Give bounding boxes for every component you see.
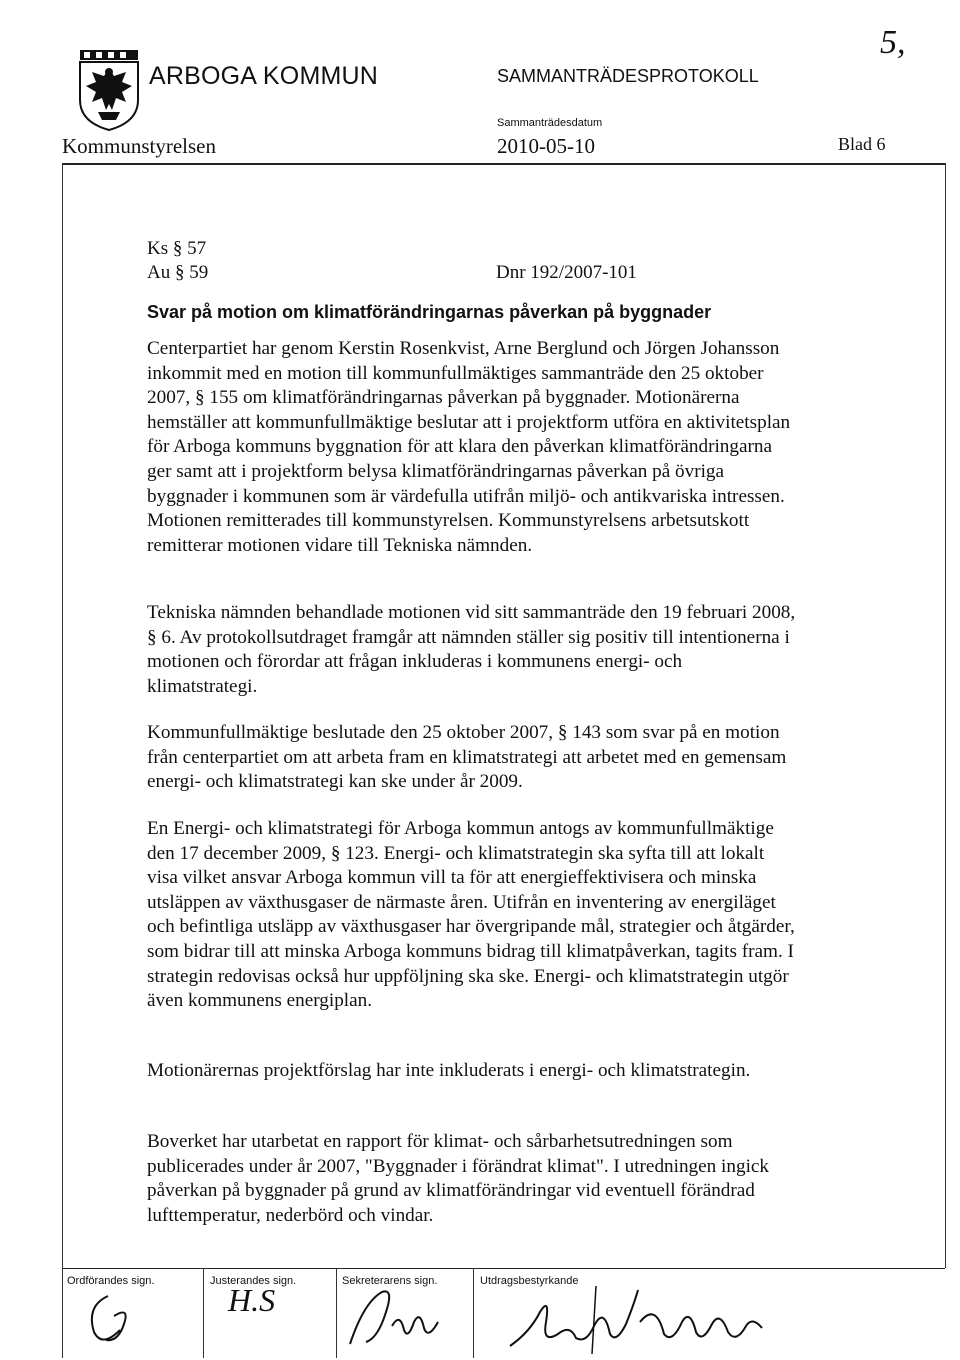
extract-signature xyxy=(500,1282,770,1360)
case-title: Svar på motion om klimatförändringarnas påverkan på byggnader xyxy=(147,302,712,322)
frame-right-rule xyxy=(945,163,946,1268)
frame-left-rule xyxy=(62,163,63,1268)
paragraph-text: En Energi- och klimatstrategi för Arboga kommun antogs av kommunfullmäktige den 17 december 2009, § 123. Energi- och klimatstrategin ska syfta till att lokalt visa vilket ansvar Arboga kommun vill ta för att energieffektivisera och minska utsläppen av växthusgaser de närmaste åren. Utifrån en inventering av energiläget och befintliga utsläpp av växthusgaser har övergripande mål, strategier och åtgärder, som bidrar till att minska Arboga kommuns bidrag till klimatpåverkan, tagits fram. I strategin redovisas också hur uppföljning ska ske. Energi- och klimatstrategin utgör även kommunens energiplan. xyxy=(147,818,795,1012)
paragraph-text: Motionärernas projektförslag har inte inkluderats i energi- och klimatstrategin. xyxy=(147,1060,751,1081)
paragraph-motion xyxy=(147,337,797,558)
signature-divider xyxy=(473,1268,474,1358)
meeting-date: 2010-05-10 xyxy=(497,134,595,158)
paragraph-tekniska-namnden xyxy=(147,601,797,699)
paragraph-energistrategi xyxy=(147,817,797,1014)
adjuster-signature: H.S xyxy=(228,1282,276,1318)
board-name: Kommunstyrelsen xyxy=(62,134,216,158)
chair-signature-label: Ordförandes sign. xyxy=(67,1275,155,1287)
frame-top-rule xyxy=(62,163,945,165)
secretary-signature xyxy=(342,1282,452,1354)
paragraph-projektforslag xyxy=(147,1059,797,1084)
secretary-signature-label: Sekreterarens sign. xyxy=(342,1275,438,1287)
organization-name: ARBOGA KOMMUN xyxy=(149,62,379,90)
meeting-date-label: Sammanträdesdatum xyxy=(497,117,603,129)
paragraph-text: Boverket har utarbetat en rapport för klimat- och sårbarhetsutredningen som publicerades under år 2007, "Byggnader i förändrat klimat". I utredningen ingick påverkan på byggnader på grund av klimatförändringar vid eventuell förändrad lufttemperatur, nederbörd och vindar. xyxy=(147,1131,770,1226)
paragraph-text: Kommunfullmäktige beslutade den 25 oktober 2007, § 143 som svar på en motion från centerpartiet om att arbeta fram en klimatstrategi att arbetet med en gemensam energi- och klimatstrategi kan ske under år 2009. xyxy=(147,722,787,793)
diary-number: Dnr 192/2007-101 xyxy=(496,262,637,283)
paragraph-text: Centerpartiet har genom Kerstin Rosenkvist, Arne Berglund och Jörgen Johansson inkommit med en motion till kommunfullmäktiges sammanträde den 25 oktober 2007, § 155 om klimatförändringarnas påverkan på byggnader. Motionärerna hemställer att kommunfullmäktige beslutar att i projektform utföra en aktivitetsplan för Arboga kommuns byggnation för att klara den påverkan klimatförändringarna ger samt att i projektform belysa klimatförändringarnas påverkan på övriga byggnader i kommunen som är värdefulla utifrån miljö- och antikvariska intressen. Motionen remitterades till kommunstyrelsen. Kommunstyrelsens arbetsutskott remitterar motionen vidare till Tekniska nämnden. xyxy=(147,338,791,556)
ks-paragraph-ref: Ks § 57 xyxy=(147,238,207,259)
adjuster-signature-label: Justerandes sign. xyxy=(210,1275,297,1287)
au-paragraph-ref: Au § 59 xyxy=(147,262,209,283)
handwritten-page-number: 5, xyxy=(880,24,906,61)
extract-certification-label: Utdragsbestyrkande xyxy=(480,1275,579,1287)
chair-signature xyxy=(78,1282,188,1354)
paragraph-text: Tekniska nämnden behandlade motionen vid sitt sammanträde den 19 februari 2008, § 6. Av protokollsutdraget framgår att nämnden ställer sig positiv till intentionerna i motionen och förordar att frågan inkluderas i kommunens energi- och klimatstrategi. xyxy=(147,602,796,697)
signature-strip-left-rule xyxy=(62,1268,63,1358)
signature-strip-top-rule xyxy=(62,1268,945,1269)
paragraph-boverket xyxy=(147,1130,797,1228)
paragraph-kommunfullmaktige xyxy=(147,721,797,795)
sheet-number: Blad 6 xyxy=(838,134,886,154)
signature-divider xyxy=(203,1268,204,1358)
signature-divider xyxy=(336,1268,337,1358)
coat-of-arms-logo xyxy=(78,48,140,132)
document-type: SAMMANTRÄDESPROTOKOLL xyxy=(497,66,759,86)
